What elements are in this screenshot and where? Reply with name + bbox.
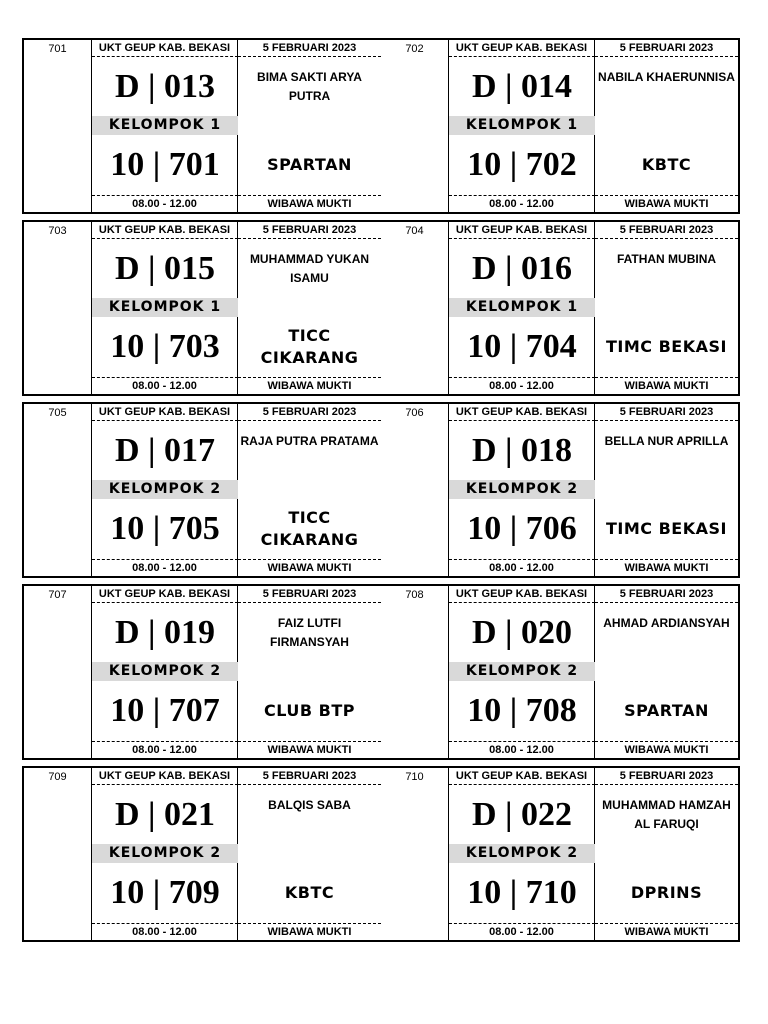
event-title: UKT GEUP KAB. BEKASI [92, 404, 238, 421]
participant-code: D | 022 [471, 796, 573, 833]
code-block [92, 57, 238, 195]
event-title: UKT GEUP KAB. BEKASI [92, 40, 238, 57]
exam-card [381, 404, 738, 576]
exam-card [381, 222, 738, 394]
participant-name: BELLA NUR APRILLA [604, 434, 729, 448]
participant-info [595, 603, 738, 741]
card-body [92, 586, 381, 758]
exam-time: 08.00 - 12.00 [449, 923, 595, 940]
participant-name: FAIZ LUTFI FIRMANSYAH [270, 616, 349, 649]
participant-name: BIMA SAKTI ARYA PUTRA [257, 70, 362, 103]
participant-code: D | 017 [114, 432, 216, 469]
participant-code: D | 019 [114, 614, 216, 651]
exam-card [24, 222, 381, 394]
exam-venue: WIBAWA MUKTI [238, 559, 381, 576]
participant-code: D | 013 [114, 68, 216, 105]
event-date: 5 FEBRUARI 2023 [238, 586, 381, 603]
exam-card [24, 586, 381, 758]
event-title: UKT GEUP KAB. BEKASI [449, 586, 595, 603]
belt-code: 10 | 701 [110, 146, 220, 183]
card-number: 705 [24, 404, 92, 576]
participant-info [595, 239, 738, 377]
event-title: UKT GEUP KAB. BEKASI [449, 404, 595, 421]
exam-card [381, 40, 738, 212]
code-block [92, 603, 238, 741]
card-body [449, 768, 738, 940]
event-date: 5 FEBRUARI 2023 [238, 40, 381, 57]
code-block [449, 603, 595, 741]
card-row [22, 38, 740, 214]
club-name: KBTC [641, 155, 692, 174]
card-body [449, 404, 738, 576]
exam-time: 08.00 - 12.00 [92, 377, 238, 394]
exam-venue: WIBAWA MUKTI [595, 559, 738, 576]
card-number: 710 [381, 768, 449, 940]
event-title: UKT GEUP KAB. BEKASI [92, 222, 238, 239]
group-label: KELOMPOK 1 [92, 298, 238, 317]
participant-code: D | 015 [114, 250, 216, 287]
participant-info [595, 57, 738, 195]
exam-venue: WIBAWA MUKTI [595, 195, 738, 212]
belt-code: 10 | 710 [467, 874, 577, 911]
exam-time: 08.00 - 12.00 [449, 377, 595, 394]
participant-name: BALQIS SABA [268, 798, 351, 812]
exam-card [24, 404, 381, 576]
club-name: CLUB BTP [264, 701, 355, 720]
code-block [449, 57, 595, 195]
belt-code: 10 | 709 [110, 874, 220, 911]
event-title: UKT GEUP KAB. BEKASI [92, 586, 238, 603]
event-date: 5 FEBRUARI 2023 [595, 222, 738, 239]
event-title: UKT GEUP KAB. BEKASI [449, 40, 595, 57]
group-label: KELOMPOK 2 [92, 844, 238, 863]
participant-info [238, 421, 381, 559]
event-title: UKT GEUP KAB. BEKASI [92, 768, 238, 785]
exam-time: 08.00 - 12.00 [449, 195, 595, 212]
card-sheet [22, 38, 740, 948]
card-row [22, 766, 740, 942]
club-name: DPRINS [630, 883, 703, 902]
code-block [449, 785, 595, 923]
participant-info [238, 57, 381, 195]
card-body [92, 768, 381, 940]
participant-info [595, 421, 738, 559]
event-date: 5 FEBRUARI 2023 [595, 586, 738, 603]
event-date: 5 FEBRUARI 2023 [595, 40, 738, 57]
code-block [92, 785, 238, 923]
exam-time: 08.00 - 12.00 [92, 195, 238, 212]
belt-code: 10 | 704 [467, 328, 577, 365]
exam-card [381, 586, 738, 758]
event-date: 5 FEBRUARI 2023 [238, 222, 381, 239]
belt-code: 10 | 707 [110, 692, 220, 729]
participant-info [238, 603, 381, 741]
participant-name: RAJA PUTRA PRATAMA [240, 434, 379, 448]
exam-venue: WIBAWA MUKTI [595, 377, 738, 394]
exam-venue: WIBAWA MUKTI [238, 377, 381, 394]
card-body [449, 586, 738, 758]
event-title: UKT GEUP KAB. BEKASI [449, 222, 595, 239]
participant-code: D | 018 [471, 432, 573, 469]
participant-info [238, 239, 381, 377]
exam-venue: WIBAWA MUKTI [238, 195, 381, 212]
participant-name: AHMAD ARDIANSYAH [603, 616, 730, 630]
card-number: 708 [381, 586, 449, 758]
card-body [92, 222, 381, 394]
participant-code: D | 021 [114, 796, 216, 833]
exam-venue: WIBAWA MUKTI [238, 741, 381, 758]
club-name: TICC CIKARANG [260, 508, 359, 549]
participant-name: MUHAMMAD HAMZAH AL FARUQI [602, 798, 731, 831]
exam-card [24, 40, 381, 212]
club-name: KBTC [284, 883, 335, 902]
participant-name: NABILA KHAERUNNISA [598, 70, 735, 84]
card-row [22, 220, 740, 396]
belt-code: 10 | 708 [467, 692, 577, 729]
club-name: SPARTAN [624, 701, 709, 720]
code-block [92, 239, 238, 377]
exam-time: 08.00 - 12.00 [449, 559, 595, 576]
exam-venue: WIBAWA MUKTI [595, 923, 738, 940]
group-label: KELOMPOK 2 [92, 662, 238, 681]
participant-code: D | 020 [471, 614, 573, 651]
card-number: 704 [381, 222, 449, 394]
code-block [449, 421, 595, 559]
group-label: KELOMPOK 1 [449, 116, 595, 135]
club-name: TIMC BEKASI [606, 519, 727, 538]
code-block [92, 421, 238, 559]
exam-time: 08.00 - 12.00 [92, 741, 238, 758]
exam-time: 08.00 - 12.00 [92, 559, 238, 576]
card-body [449, 40, 738, 212]
exam-time: 08.00 - 12.00 [92, 923, 238, 940]
event-date: 5 FEBRUARI 2023 [595, 768, 738, 785]
exam-card [24, 768, 381, 940]
participant-info [595, 785, 738, 923]
card-body [92, 40, 381, 212]
participant-info [238, 785, 381, 923]
group-label: KELOMPOK 2 [449, 662, 595, 681]
card-row [22, 584, 740, 760]
event-date: 5 FEBRUARI 2023 [238, 768, 381, 785]
card-number: 706 [381, 404, 449, 576]
code-block [449, 239, 595, 377]
card-number: 702 [381, 40, 449, 212]
participant-code: D | 016 [471, 250, 573, 287]
participant-name: MUHAMMAD YUKAN ISAMU [249, 252, 370, 285]
group-label: KELOMPOK 1 [449, 298, 595, 317]
group-label: KELOMPOK 2 [449, 480, 595, 499]
event-title: UKT GEUP KAB. BEKASI [449, 768, 595, 785]
group-label: KELOMPOK 2 [449, 844, 595, 863]
card-body [449, 222, 738, 394]
event-date: 5 FEBRUARI 2023 [595, 404, 738, 421]
belt-code: 10 | 705 [110, 510, 220, 547]
exam-time: 08.00 - 12.00 [449, 741, 595, 758]
group-label: KELOMPOK 1 [92, 116, 238, 135]
participant-name: FATHAN MUBINA [616, 252, 717, 266]
belt-code: 10 | 703 [110, 328, 220, 365]
group-label: KELOMPOK 2 [92, 480, 238, 499]
card-number: 701 [24, 40, 92, 212]
card-number: 703 [24, 222, 92, 394]
exam-card [381, 768, 738, 940]
card-row [22, 402, 740, 578]
card-number: 709 [24, 768, 92, 940]
belt-code: 10 | 702 [467, 146, 577, 183]
club-name: TIMC BEKASI [606, 337, 727, 356]
exam-venue: WIBAWA MUKTI [238, 923, 381, 940]
card-body [92, 404, 381, 576]
club-name: SPARTAN [267, 155, 352, 174]
exam-venue: WIBAWA MUKTI [595, 741, 738, 758]
event-date: 5 FEBRUARI 2023 [238, 404, 381, 421]
participant-code: D | 014 [471, 68, 573, 105]
belt-code: 10 | 706 [467, 510, 577, 547]
card-number: 707 [24, 586, 92, 758]
club-name: TICC CIKARANG [260, 326, 359, 367]
